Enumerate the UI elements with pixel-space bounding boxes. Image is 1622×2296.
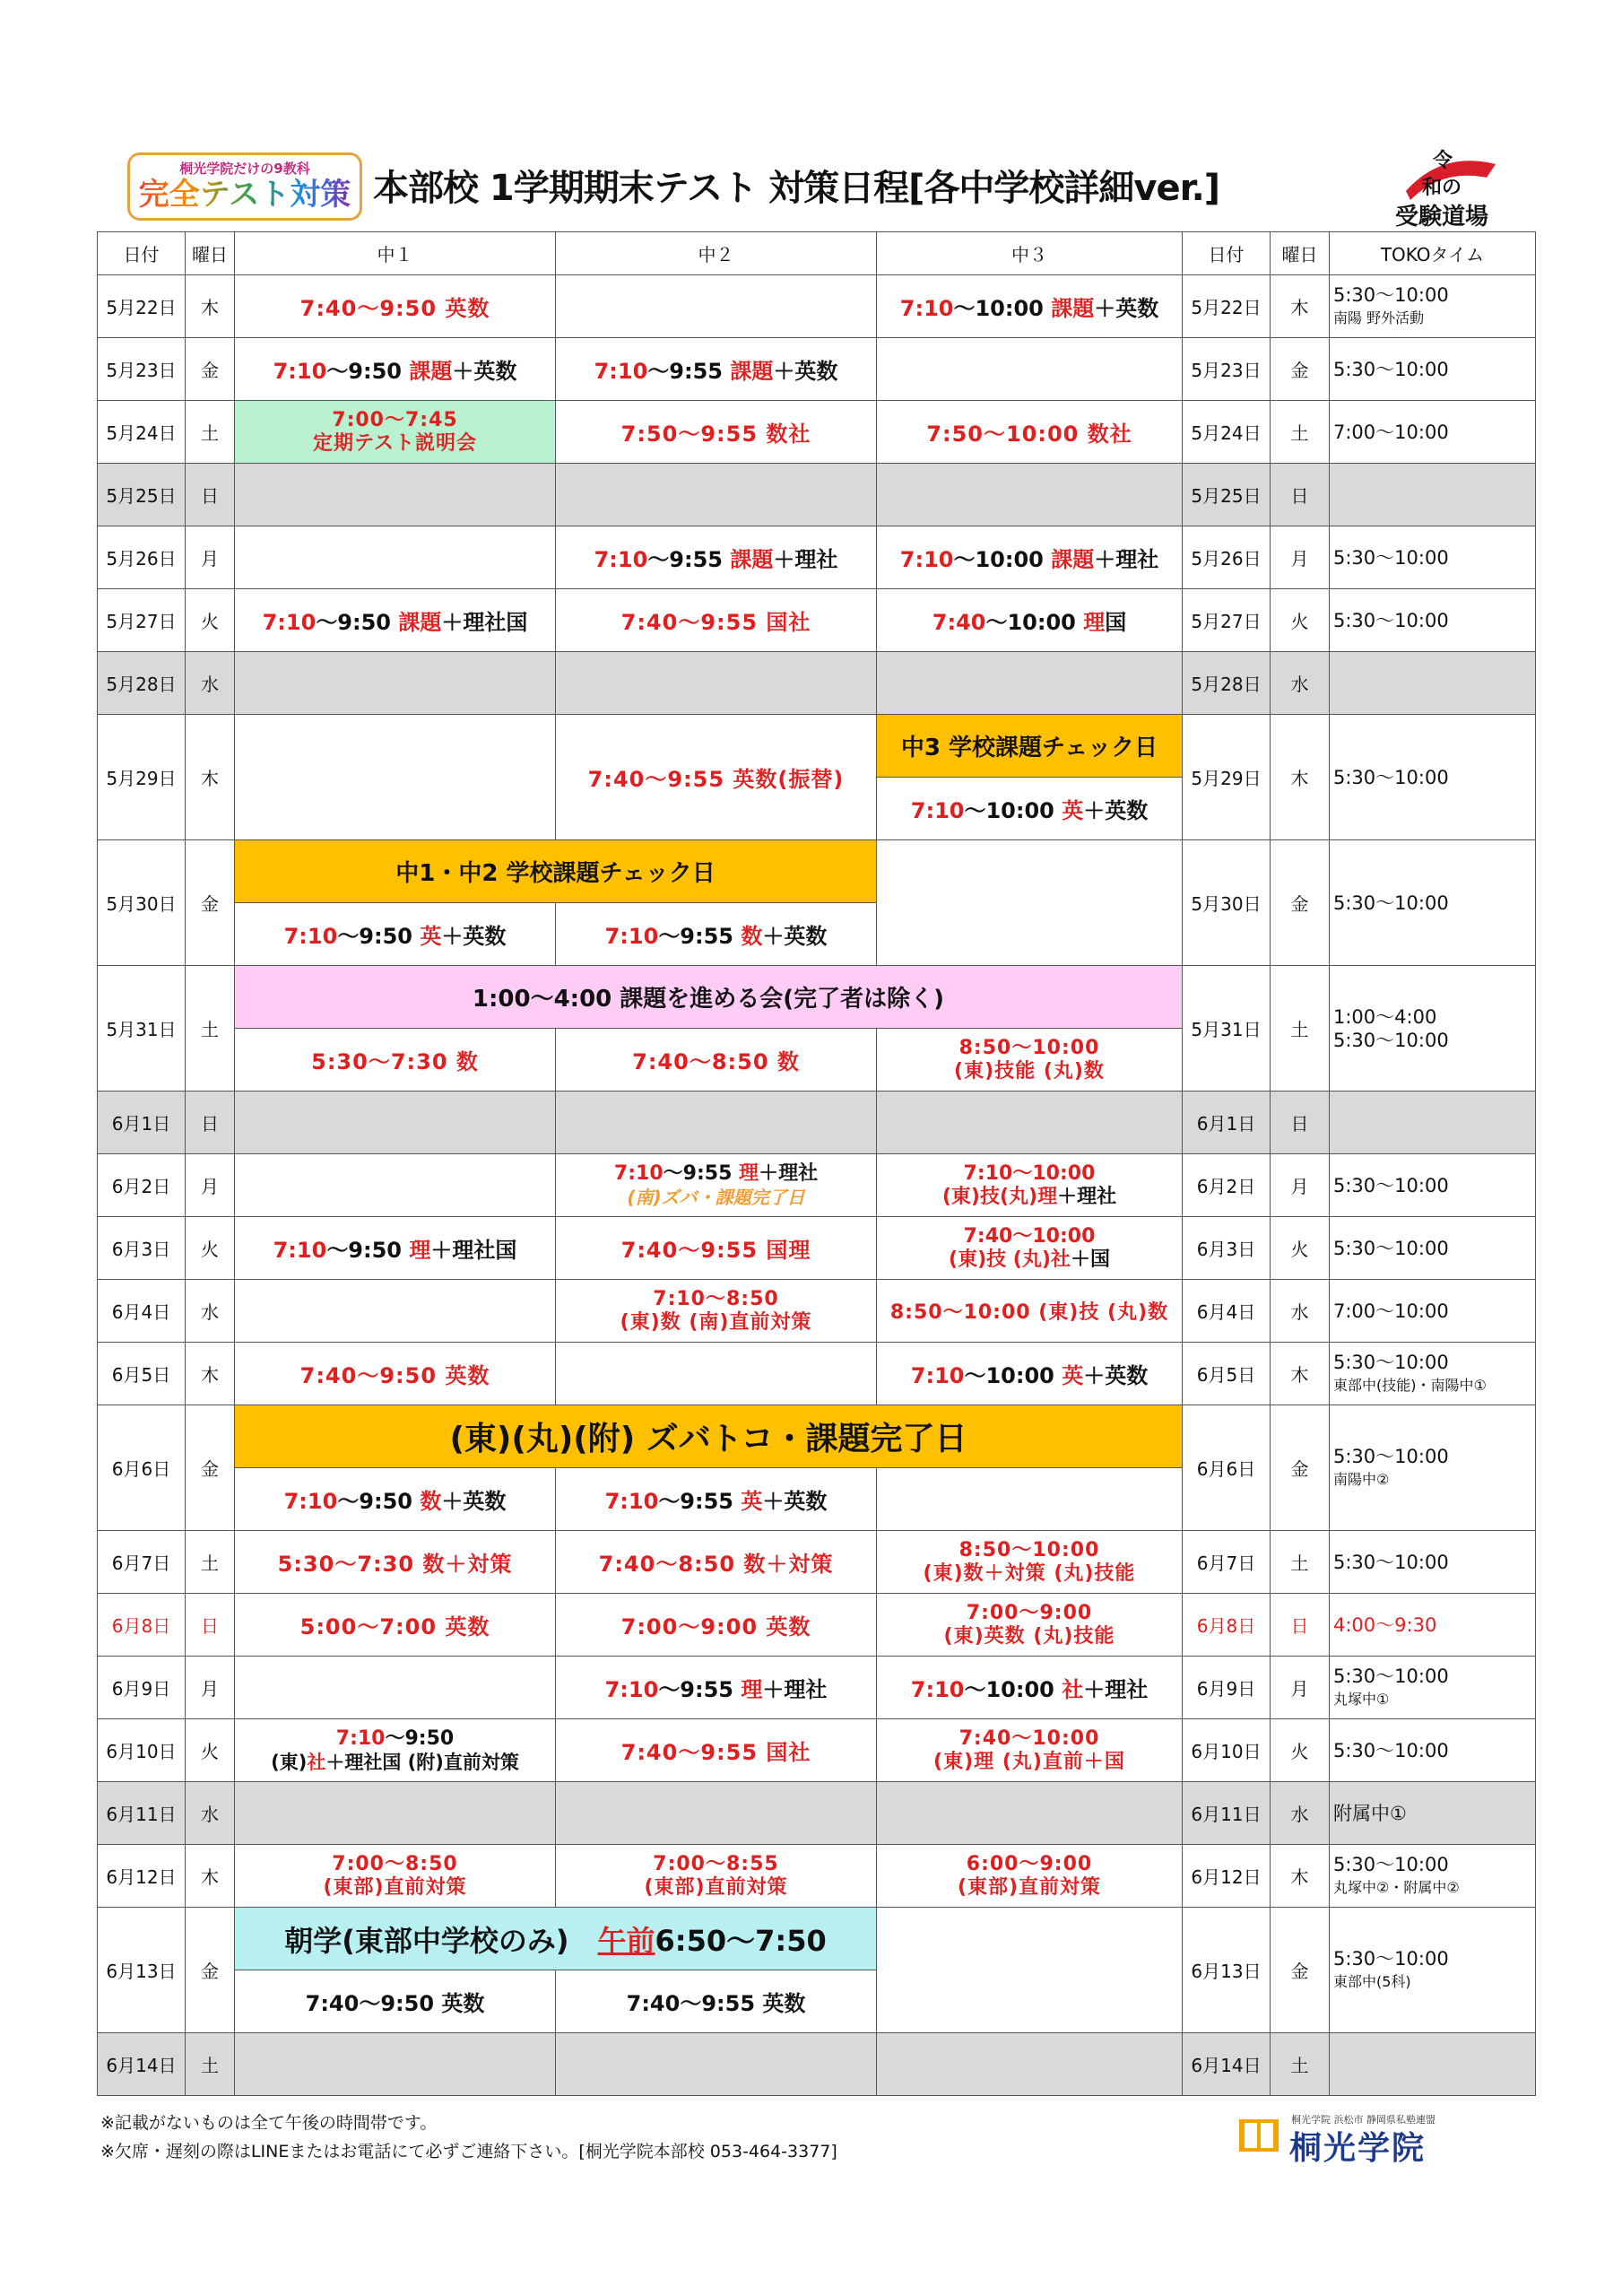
- table-row: [98, 652, 1536, 715]
- grade1-cell: [235, 1154, 556, 1217]
- event-banner: 1:00～4:00 課題を進める会(完了者は除く): [235, 966, 1183, 1029]
- grade2-cell: 7:00～9:00 英数: [556, 1594, 877, 1657]
- col-date: 日付: [98, 232, 186, 275]
- grade3-cell: [877, 840, 1183, 966]
- toko-cell: 7:00～10:00: [1330, 401, 1536, 464]
- col-toko: TOKOタイム: [1330, 232, 1536, 275]
- grade1-cell: 5:30～7:30 数: [235, 1029, 556, 1091]
- toko-cell: 5:30～10:00: [1330, 1154, 1536, 1217]
- dow-cell: 火: [186, 1719, 235, 1782]
- dow-cell: 火: [186, 1217, 235, 1280]
- grade2-cell: [556, 1343, 877, 1405]
- grade3-cell: 7:40～10:00 (東)技 (丸)社＋国: [877, 1217, 1183, 1280]
- grade1-cell: 7:10～9:50 (東)社＋理社国 (附)直前対策: [235, 1719, 556, 1782]
- juken-dojo-logo: [1388, 142, 1501, 231]
- grade2-cell: 7:50～9:55 数社: [556, 401, 877, 464]
- table-row: [98, 1217, 1536, 1280]
- dow-cell-2: 水: [1271, 1782, 1330, 1845]
- table-row: [98, 338, 1536, 401]
- grade2-cell: 7:10～8:50 (東)数 (南)直前対策: [556, 1280, 877, 1343]
- date-cell-2: 6月11日: [1183, 1782, 1271, 1845]
- grade1-cell: [235, 1280, 556, 1343]
- test-prep-badge: [127, 152, 362, 221]
- dow-cell: 水: [186, 1782, 235, 1845]
- date-cell: 6月13日: [98, 1908, 186, 2033]
- grade1-cell: [235, 652, 556, 715]
- dow-cell: 日: [186, 464, 235, 526]
- grade3-cell: 7:10～10:00 課題＋理社: [877, 526, 1183, 589]
- grade2-cell: 7:40～9:55 英数: [556, 1970, 877, 2033]
- grade2-cell: 7:10～9:55 課題＋英数: [556, 338, 877, 401]
- table-row: [98, 1343, 1536, 1405]
- dow-cell-2: 火: [1271, 589, 1330, 652]
- date-cell: 5月23日: [98, 338, 186, 401]
- date-cell-2: 6月5日: [1183, 1343, 1271, 1405]
- date-cell-2: 6月13日: [1183, 1908, 1271, 2033]
- dow-cell-2: 土: [1271, 2033, 1330, 2096]
- header-row: [98, 232, 1536, 275]
- grade2-cell: [556, 464, 877, 526]
- dow-cell-2: 日: [1271, 1594, 1330, 1657]
- dow-cell-2: 金: [1271, 1908, 1330, 2033]
- toko-cell: 5:30～10:00: [1330, 1217, 1536, 1280]
- grade1-cell: [235, 1782, 556, 1845]
- grade1-cell: 7:10～9:50 理＋理社国: [235, 1217, 556, 1280]
- grade3-cell: 6:00～9:00 (東部)直前対策: [877, 1845, 1183, 1908]
- date-cell-2: 6月1日: [1183, 1091, 1271, 1154]
- grade1-cell: 7:10～9:50 課題＋理社国: [235, 589, 556, 652]
- table-row: [98, 966, 1536, 1029]
- dow-cell-2: 土: [1271, 401, 1330, 464]
- date-cell: 6月12日: [98, 1845, 186, 1908]
- date-cell-2: 6月9日: [1183, 1657, 1271, 1719]
- grade3-cell: 7:00～9:00 (東)英数 (丸)技能: [877, 1594, 1183, 1657]
- dow-cell-2: 月: [1271, 526, 1330, 589]
- grade2-cell: 7:00～8:55 (東部)直前対策: [556, 1845, 877, 1908]
- grade3-event-cell: 中3 学校課題チェック日: [877, 715, 1183, 778]
- dow-cell-2: 金: [1271, 840, 1330, 966]
- table-row: [98, 1782, 1536, 1845]
- grade3-cell: 8:50～10:00 (東)数＋対策 (丸)技能: [877, 1531, 1183, 1594]
- grade1-cell: [235, 2033, 556, 2096]
- dow-cell-2: 金: [1271, 338, 1330, 401]
- grade3-cell: [877, 652, 1183, 715]
- grade1-cell: 7:40～9:50 英数: [235, 1343, 556, 1405]
- table-row: [98, 1845, 1536, 1908]
- badge-big-text: 完全テスト対策: [130, 178, 360, 212]
- dow-cell: 火: [186, 589, 235, 652]
- note-contact: ※欠席・遅刻の際はLINEまたはお電話にて必ずご連絡下さい。[桐光学院本部校 053-464-3377]: [100, 2142, 837, 2161]
- toko-cell: [1330, 652, 1536, 715]
- col-grade3: 中３: [877, 232, 1183, 275]
- table-row: [98, 1657, 1536, 1719]
- grade1-cell: 7:40～9:50 英数: [235, 1970, 556, 2033]
- grade1-cell: 7:00～8:50 (東部)直前対策: [235, 1845, 556, 1908]
- logo-wano: 和の: [1422, 177, 1462, 199]
- book-icon: [1237, 2114, 1280, 2157]
- badge-small-text: 桐光学院だけの9教科: [179, 161, 310, 177]
- date-cell: 5月28日: [98, 652, 186, 715]
- date-cell-2: 6月4日: [1183, 1280, 1271, 1343]
- grade1-cell: 5:00～7:00 英数: [235, 1594, 556, 1657]
- date-cell: 6月10日: [98, 1719, 186, 1782]
- date-cell: 5月22日: [98, 275, 186, 338]
- toko-cell: 附属中①: [1330, 1782, 1536, 1845]
- date-cell-2: 5月29日: [1183, 715, 1271, 840]
- dow-cell: 土: [186, 966, 235, 1091]
- dow-cell: 月: [186, 1657, 235, 1719]
- toko-cell: 5:30～10:00: [1330, 338, 1536, 401]
- grade3-cell: 7:40～10:00 理国: [877, 589, 1183, 652]
- date-cell-2: 6月10日: [1183, 1719, 1271, 1782]
- grade2-cell: 7:40～9:55 国社: [556, 589, 877, 652]
- grade2-cell: 7:10～9:55 理＋理社 (南)ズバ・課題完了日: [556, 1154, 877, 1217]
- grade1-cell: [235, 715, 556, 840]
- grade3-cell: [877, 1908, 1183, 2033]
- grade2-cell: [556, 2033, 877, 2096]
- grade2-cell: 7:40～9:55 国社: [556, 1719, 877, 1782]
- grade3-cell: [877, 2033, 1183, 2096]
- date-cell-2: 6月12日: [1183, 1845, 1271, 1908]
- toko-cell: 5:30～10:00 南陽中②: [1330, 1405, 1536, 1531]
- dow-cell: 土: [186, 401, 235, 464]
- grade3-cell: [877, 464, 1183, 526]
- dow-cell: 水: [186, 652, 235, 715]
- table-row: [98, 1154, 1536, 1217]
- date-cell: 6月8日: [98, 1594, 186, 1657]
- dow-cell: 木: [186, 275, 235, 338]
- grade2-cell: 7:40～9:55 国理: [556, 1217, 877, 1280]
- table-row: [98, 715, 1536, 778]
- date-cell-2: 5月26日: [1183, 526, 1271, 589]
- toko-cell: 4:00～9:30: [1330, 1594, 1536, 1657]
- dow-cell-2: 金: [1271, 1405, 1330, 1531]
- dow-cell-2: 水: [1271, 652, 1330, 715]
- grade3-cell: [877, 1468, 1183, 1531]
- dow-cell-2: 月: [1271, 1154, 1330, 1217]
- grade1-cell: 7:10～9:50 課題＋英数: [235, 338, 556, 401]
- grade3-cell: [877, 338, 1183, 401]
- date-cell: 6月1日: [98, 1091, 186, 1154]
- grade2-cell: 7:10～9:55 数＋英数: [556, 903, 877, 966]
- table-row: [98, 1280, 1536, 1343]
- date-cell-2: 5月22日: [1183, 275, 1271, 338]
- grade1-cell: 7:10～9:50 英＋英数: [235, 903, 556, 966]
- grade2-cell: 7:10～9:55 理＋理社: [556, 1657, 877, 1719]
- dow-cell-2: 日: [1271, 464, 1330, 526]
- table-row: [98, 401, 1536, 464]
- date-cell: 6月3日: [98, 1217, 186, 1280]
- grade3-cell: 7:10～10:00 (東)技(丸)理＋理社: [877, 1154, 1183, 1217]
- grade2-cell: 7:10～9:55 英＋英数: [556, 1468, 877, 1531]
- table-row: [98, 1719, 1536, 1782]
- toko-cell: 5:30～10:00 東部中(5科): [1330, 1908, 1536, 2033]
- grade3-cell: 7:10～10:00 英＋英数: [877, 1343, 1183, 1405]
- date-cell-2: 5月30日: [1183, 840, 1271, 966]
- toko-cell: 5:30～10:00: [1330, 1531, 1536, 1594]
- date-cell-2: 6月8日: [1183, 1594, 1271, 1657]
- date-cell-2: 5月31日: [1183, 966, 1271, 1091]
- date-cell: 6月9日: [98, 1657, 186, 1719]
- event-banner: 朝学(東部中学校のみ) 午前6:50～7:50: [235, 1908, 877, 1970]
- grade2-cell: [556, 275, 877, 338]
- grade2-cell: 7:10～9:55 課題＋理社: [556, 526, 877, 589]
- date-cell-2: 6月14日: [1183, 2033, 1271, 2096]
- grade1-cell: [235, 1657, 556, 1719]
- toko-cell: [1330, 1091, 1536, 1154]
- toko-cell: 5:30～10:00 丸塚中①: [1330, 1657, 1536, 1719]
- table-row: [98, 1908, 1536, 1970]
- grade3-cell: 8:50～10:00 (東)技能 (丸)数: [877, 1029, 1183, 1091]
- grade2-cell: [556, 652, 877, 715]
- date-cell-2: 5月24日: [1183, 401, 1271, 464]
- logo-dojo: 受験道場: [1395, 204, 1489, 230]
- date-cell-2: 5月23日: [1183, 338, 1271, 401]
- dow-cell: 金: [186, 1908, 235, 2033]
- grade3-cell: 7:10～10:00 英＋英数: [877, 778, 1183, 840]
- date-cell-2: 6月7日: [1183, 1531, 1271, 1594]
- toko-cell: 5:30～10:00: [1330, 715, 1536, 840]
- table-row: [98, 526, 1536, 589]
- toko-cell: 5:30～10:00 東部中(技能)・南陽中①: [1330, 1343, 1536, 1405]
- table-row: [98, 1091, 1536, 1154]
- dow-cell-2: 木: [1271, 715, 1330, 840]
- table-row: [98, 1594, 1536, 1657]
- event-banner: (東)(丸)(附) ズバトコ・課題完了日: [235, 1405, 1183, 1468]
- toko-cell: 1:00～4:00 5:30～10:00: [1330, 966, 1536, 1091]
- dow-cell-2: 木: [1271, 275, 1330, 338]
- date-cell-2: 6月3日: [1183, 1217, 1271, 1280]
- col-dow: 曜日: [186, 232, 235, 275]
- grade3-cell: 7:50～10:00 数社: [877, 401, 1183, 464]
- dow-cell: 水: [186, 1280, 235, 1343]
- date-cell: 6月7日: [98, 1531, 186, 1594]
- dow-cell: 木: [186, 715, 235, 840]
- dow-cell: 月: [186, 526, 235, 589]
- date-cell-2: 5月27日: [1183, 589, 1271, 652]
- grade2-cell: 7:40～8:50 数＋対策: [556, 1531, 877, 1594]
- dow-cell-2: 土: [1271, 1531, 1330, 1594]
- event-banner: 中1・中2 学校課題チェック日: [235, 840, 877, 903]
- date-cell: 5月30日: [98, 840, 186, 966]
- grade2-cell: [556, 1091, 877, 1154]
- dow-cell-2: 火: [1271, 1719, 1330, 1782]
- date-cell: 6月2日: [98, 1154, 186, 1217]
- toko-cell: 5:30～10:00: [1330, 589, 1536, 652]
- logo-rei: 令: [1433, 150, 1453, 172]
- toko-cell: 5:30～10:00: [1330, 1719, 1536, 1782]
- date-cell: 6月11日: [98, 1782, 186, 1845]
- date-cell: 5月27日: [98, 589, 186, 652]
- toko-cell: 5:30～10:00 丸塚中②・附属中②: [1330, 1845, 1536, 1908]
- schedule-table: [97, 231, 1536, 2096]
- dow-cell-2: 土: [1271, 966, 1330, 1091]
- grade3-cell: 7:40～10:00 (東)理 (丸)直前＋国: [877, 1719, 1183, 1782]
- table-row: [98, 464, 1536, 526]
- grade2-cell: 7:40～9:55 英数(振替): [556, 715, 877, 840]
- col-grade1: 中１: [235, 232, 556, 275]
- date-cell: 6月4日: [98, 1280, 186, 1343]
- grade1-cell: 7:10～9:50 数＋英数: [235, 1468, 556, 1531]
- logo-name: 桐光学院: [1289, 2130, 1427, 2167]
- date-cell-2: 5月25日: [1183, 464, 1271, 526]
- dow-cell: 月: [186, 1154, 235, 1217]
- grade1-cell: [235, 464, 556, 526]
- dow-cell-2: 水: [1271, 1280, 1330, 1343]
- dow-cell-2: 火: [1271, 1217, 1330, 1280]
- date-cell: 5月24日: [98, 401, 186, 464]
- col-date-2: 日付: [1183, 232, 1271, 275]
- grade1-cell: 7:40～9:50 英数: [235, 275, 556, 338]
- toko-cell: [1330, 464, 1536, 526]
- date-cell: 5月31日: [98, 966, 186, 1091]
- grade3-cell: [877, 1091, 1183, 1154]
- dow-cell-2: 日: [1271, 1091, 1330, 1154]
- dow-cell: 金: [186, 1405, 235, 1531]
- dow-cell: 木: [186, 1845, 235, 1908]
- table-row: [98, 1531, 1536, 1594]
- date-cell: 6月14日: [98, 2033, 186, 2096]
- toko-gakuin-logo: [1237, 2112, 1488, 2167]
- toko-cell: 5:30～10:00: [1330, 840, 1536, 966]
- dow-cell: 金: [186, 840, 235, 966]
- table-row: [98, 275, 1536, 338]
- dow-cell: 木: [186, 1343, 235, 1405]
- grade3-cell: [877, 1782, 1183, 1845]
- table-row: [98, 840, 1536, 903]
- grade1-cell: 7:00～7:45 定期テスト説明会: [235, 401, 556, 464]
- toko-cell: [1330, 2033, 1536, 2096]
- col-dow-2: 曜日: [1271, 232, 1330, 275]
- date-cell: 6月6日: [98, 1405, 186, 1531]
- grade1-cell: [235, 1091, 556, 1154]
- grade2-cell: 7:40～8:50 数: [556, 1029, 877, 1091]
- table-row: [98, 589, 1536, 652]
- col-grade2: 中２: [556, 232, 877, 275]
- toko-cell: 7:00～10:00: [1330, 1280, 1536, 1343]
- dow-cell-2: 木: [1271, 1845, 1330, 1908]
- toko-cell: 5:30～10:00: [1330, 526, 1536, 589]
- grade1-cell: [235, 526, 556, 589]
- table-row: [98, 1405, 1536, 1468]
- date-cell-2: 6月2日: [1183, 1154, 1271, 1217]
- toko-cell: 5:30～10:00 南陽 野外活動: [1330, 275, 1536, 338]
- grade3-cell: 7:10～10:00 社＋理社: [877, 1657, 1183, 1719]
- dow-cell: 金: [186, 338, 235, 401]
- grade2-cell: [556, 1782, 877, 1845]
- dow-cell: 土: [186, 1531, 235, 1594]
- date-cell: 6月5日: [98, 1343, 186, 1405]
- date-cell: 5月29日: [98, 715, 186, 840]
- note-afternoon: ※記載がないものは全て午後の時間帯です。: [100, 2113, 438, 2133]
- table-row: [98, 2033, 1536, 2096]
- date-cell: 5月26日: [98, 526, 186, 589]
- grade3-cell: 7:10～10:00 課題＋英数: [877, 275, 1183, 338]
- page-title: 本部校 1学期期末テスト 対策日程[各中学校詳細ver.]: [373, 168, 1220, 209]
- logo-small-text: 桐光学院 浜松市 静岡県私塾連盟: [1291, 2114, 1436, 2126]
- grade3-cell: 8:50～10:00 (東)技 (丸)数: [877, 1280, 1183, 1343]
- dow-cell: 日: [186, 1594, 235, 1657]
- grade1-cell: 5:30～7:30 数＋対策: [235, 1531, 556, 1594]
- date-cell: 5月25日: [98, 464, 186, 526]
- date-cell-2: 6月6日: [1183, 1405, 1271, 1531]
- date-cell-2: 5月28日: [1183, 652, 1271, 715]
- dow-cell: 日: [186, 1091, 235, 1154]
- dow-cell-2: 木: [1271, 1343, 1330, 1405]
- dow-cell-2: 月: [1271, 1657, 1330, 1719]
- dow-cell: 土: [186, 2033, 235, 2096]
